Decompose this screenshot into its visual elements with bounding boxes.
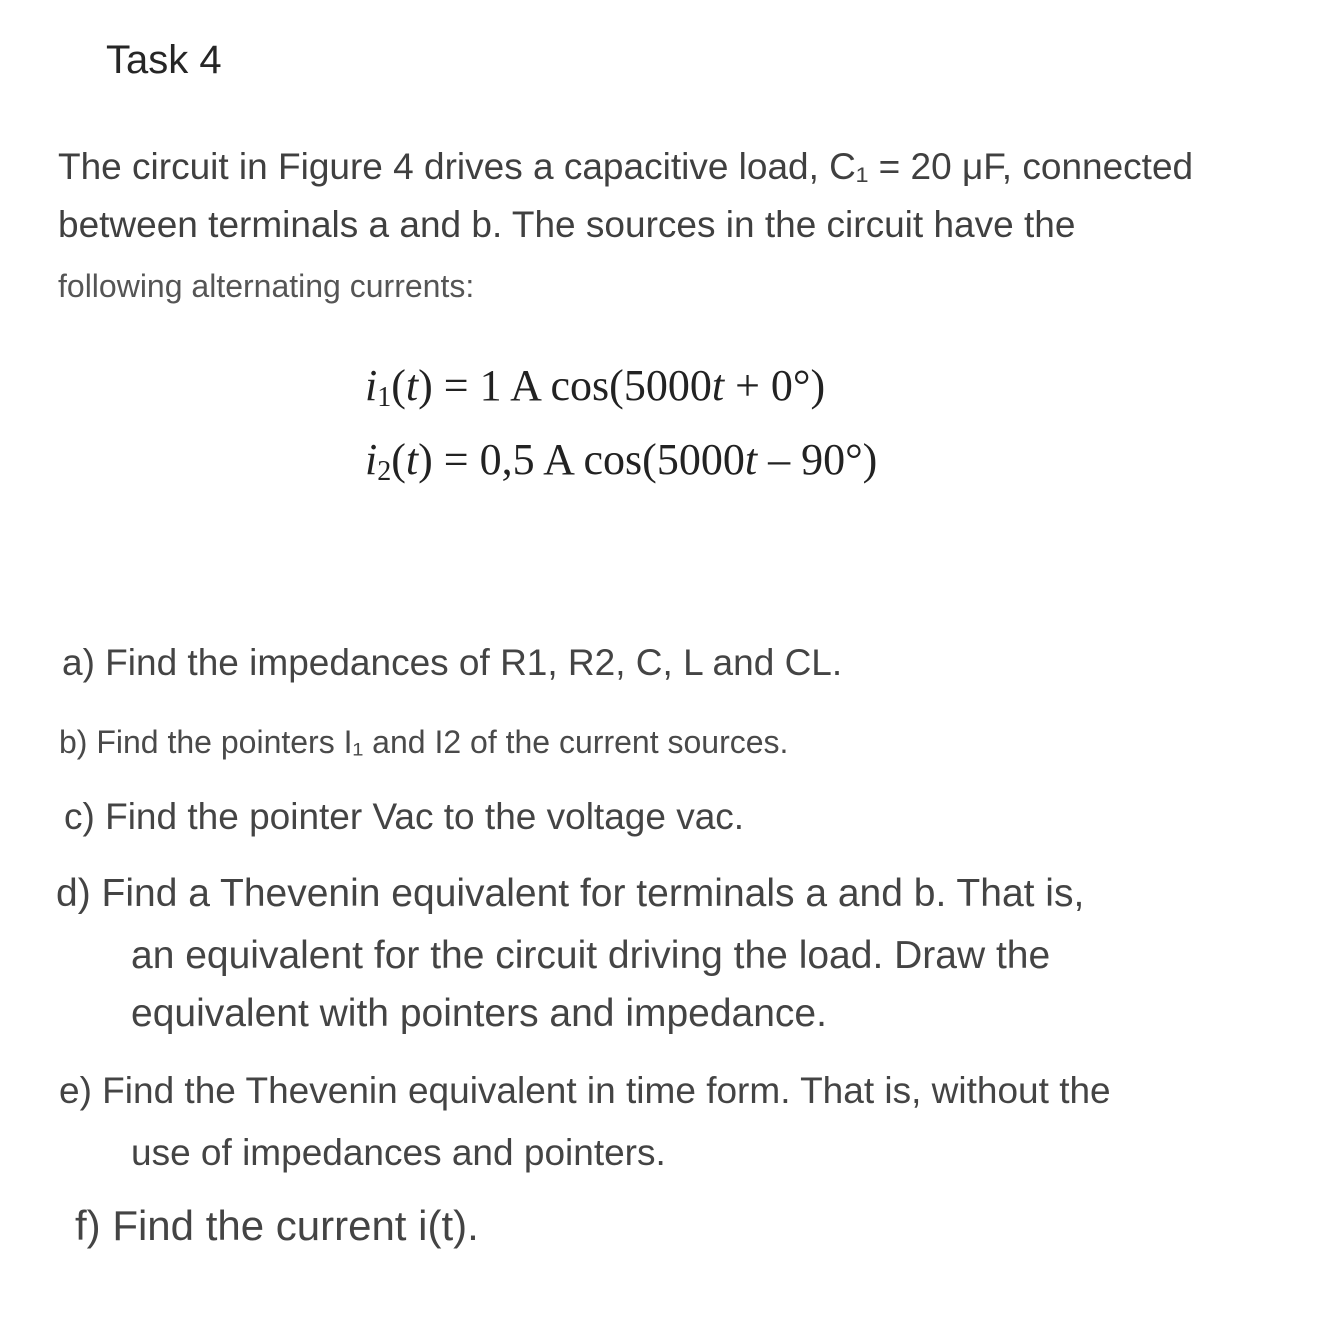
question-e-line-2: use of impedances and pointers. bbox=[131, 1132, 666, 1173]
eq2-rhs-t: t bbox=[744, 435, 758, 484]
eq2-t: t bbox=[405, 435, 419, 484]
question-d-line-1: d) Find a Thevenin equivalent for terminals a and b. That is, bbox=[56, 872, 1085, 915]
eq2-sub: 2 bbox=[377, 456, 392, 487]
eq1-close: ) bbox=[418, 361, 433, 410]
eq1-t: t bbox=[405, 361, 419, 410]
intro-line-3: following alternating currents: bbox=[58, 268, 475, 304]
eq1-rhs-prefix: = 1 A cos(5000 bbox=[432, 361, 712, 410]
question-f: f) Find the current i(t). bbox=[75, 1202, 479, 1249]
intro-line-1: The circuit in Figure 4 drives a capacitive load, C₁ = 20 μF, connected bbox=[58, 146, 1194, 187]
intro-line-2: between terminals a and b. The sources in the circuit have the bbox=[58, 204, 1076, 245]
equation-i1 bbox=[365, 360, 825, 414]
eq2-rhs-prefix: = 0,5 A cos(5000 bbox=[432, 435, 745, 484]
eq2-rhs-suffix: – 90°) bbox=[757, 435, 878, 484]
task-title: Task 4 bbox=[106, 38, 222, 82]
question-c: c) Find the pointer Vac to the voltage vac. bbox=[64, 796, 745, 837]
question-a: a) Find the impedances of R1, R2, C, L and CL. bbox=[62, 642, 843, 683]
eq2-var: i bbox=[365, 435, 378, 484]
question-b: b) Find the pointers I₁ and I2 of the current sources. bbox=[59, 724, 789, 760]
eq1-var: i bbox=[365, 361, 378, 410]
eq1-sub: 1 bbox=[377, 382, 392, 413]
eq1-rhs-t: t bbox=[711, 361, 725, 410]
question-d-line-2: an equivalent for the circuit driving the load. Draw the bbox=[131, 934, 1051, 977]
eq2-open: ( bbox=[391, 435, 406, 484]
equation-i2 bbox=[365, 434, 877, 488]
eq2-close: ) bbox=[418, 435, 433, 484]
eq1-open: ( bbox=[391, 361, 406, 410]
eq1-rhs-suffix: + 0°) bbox=[724, 361, 826, 410]
question-d-line-3: equivalent with pointers and impedance. bbox=[131, 992, 827, 1035]
question-e-line-1: e) Find the Thevenin equivalent in time form. That is, without the bbox=[59, 1070, 1111, 1111]
